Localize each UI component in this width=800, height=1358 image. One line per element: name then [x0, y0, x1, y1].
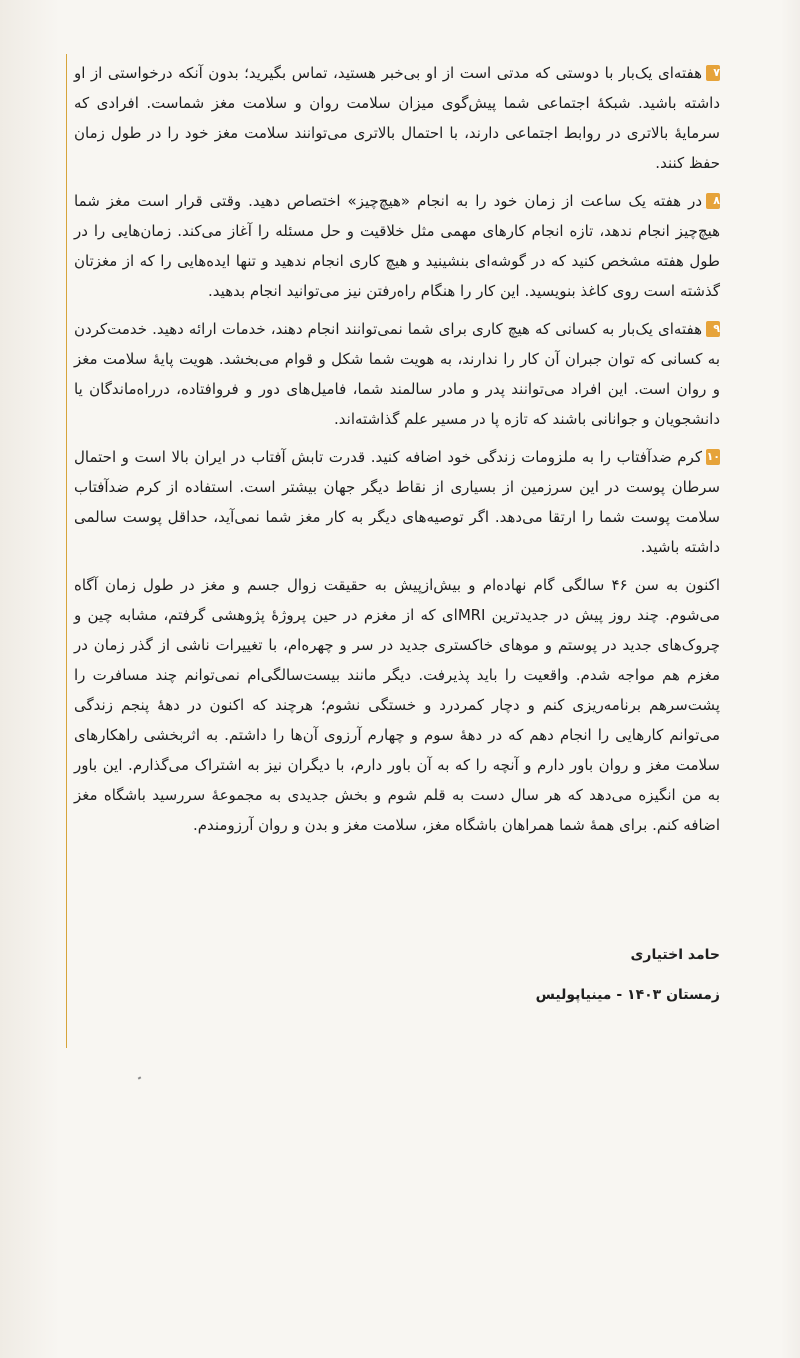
- list-item: [74, 314, 720, 434]
- item-text: هفته‌ای یک‌بار با دوستی که مدتی است از او بی‌خبر هستید، تماس بگیرید؛ بدون آنکه درخواستی از او داشته باشید. شبکهٔ اجتماعی شما پیش‌گوی میزان سلامت روان و سلامت مغز شماست. افرادی که سرمایهٔ بالاتری در روابط اجتماعی دارند، با احتمال بالاتری می‌توانند سلامت مغز خود را در طول زمان حفظ کنند.: [74, 64, 720, 172]
- item-number-badge: ۹: [706, 321, 720, 337]
- item-text: کرم ضدآفتاب را به ملزومات زندگی خود اضافه کنید. قدرت تابش آفتاب در ایران بالا است و احتمال سرطان پوست در این سرزمین از بسیاری از نقاط دیگر جهان بیشتر است. استفاده از کرم ضدآفتاب سلامت پوست شما را ارتقا می‌دهد. اگر توصیه‌های دیگر به کار مغز شما نمی‌آید، حداقل پوست سالمی داشته باشید.: [74, 448, 720, 556]
- item-text: هفته‌ای یک‌بار به کسانی که هیچ کاری برای شما نمی‌توانند انجام دهند، خدمات ارائه دهید. خدمت‌کردن به کسانی که توان جبران آن کار را ندارند، به هویت شما شکل و قوام می‌بخشد. هویت پایهٔ سلامت مغز و روان است. این افراد می‌توانند پدر و مادر سالمند شما، فامیل‌های دور و فروافتاده، درراه‌ماندگان یا دانشجویان و جوانانی باشند که تازه پا در مسیر علم گذاشته‌اند.: [74, 320, 720, 428]
- author-name: حامد اختیاری: [630, 947, 720, 963]
- closing-paragraph: اکنون به سن ۴۶ سالگی گام نهاده‌ام و بیش‌ازپیش به حقیقت زوال جسم و مغز در طول زمان آگاه می‌شوم. چند روز پیش در جدیدترین MRIای که از مغزم در حین پروژهٔ پژوهشی گرفتم، مشابه چین و چروک‌های جدید در پوستم و موهای خاکستری جدید در سر و چهره‌ام، با تغییرات ناشی از گذر زمان در مغزم هم مواجه شدم. واقعیت را باید پذیرفت. دیگر مانند بیست‌سالگی‌ام نمی‌توانم چند مسافرت را پشت‌سرهم برنامه‌ریزی کنم و دچار کمردرد و خستگی نشوم؛ هرچند که اکنون در دههٔ پنجم زندگی می‌توانم کارهایی را انجام دهم که در دههٔ سوم و چهارم آرزوی آن‌ها را داشتم. به اثربخشی راهکارهای سلامت مغز و روان باور دارم و آنچه را که به آن باور دارم، با دیگران نیز به اشتراک می‌گذارم. این باور به من انگیزه می‌دهد که هر سال دست به قلم شوم و بخش جدیدی به مجموعهٔ سررسید باشگاه مغز اضافه کنم. برای همهٔ شما همراهان باشگاه مغز، سلامت مغز و بدن و روان آرزومندم.: [74, 576, 720, 834]
- item-number-badge: ۱۰: [706, 450, 720, 463]
- item-number-badge: ۸: [706, 193, 720, 209]
- paper-speck: [138, 1076, 142, 1079]
- list-item: [74, 58, 720, 178]
- list-item: [74, 186, 720, 306]
- item-text: در هفته یک ساعت از زمان خود را به انجام «هیچ‌چیز» اختصاص دهید. وقتی قرار است مغز شما هیچ‌چیز انجام ندهد، تازه انجام کارهای مهمی مثل خلاقیت و حل مسئله را آغاز می‌کند. زمان‌هایی را در طول هفته مشخص کنید که در گوشه‌ای بنشینید و هیچ کاری انجام ندهید و تنها ایده‌هایی را که از مغزتان گذشته است روی کاغذ بنویسید. این کار را هنگام راه‌رفتن نیز می‌توانید انجام بدهید.: [74, 192, 720, 300]
- date-place: زمستان ۱۴۰۳ - مینیاپولیس: [535, 987, 720, 1003]
- signature-block: [74, 944, 720, 1006]
- item-number-badge: ۷: [706, 65, 720, 81]
- margin-rule: [66, 54, 67, 1048]
- list-item: [74, 442, 720, 562]
- article-body: [74, 58, 720, 848]
